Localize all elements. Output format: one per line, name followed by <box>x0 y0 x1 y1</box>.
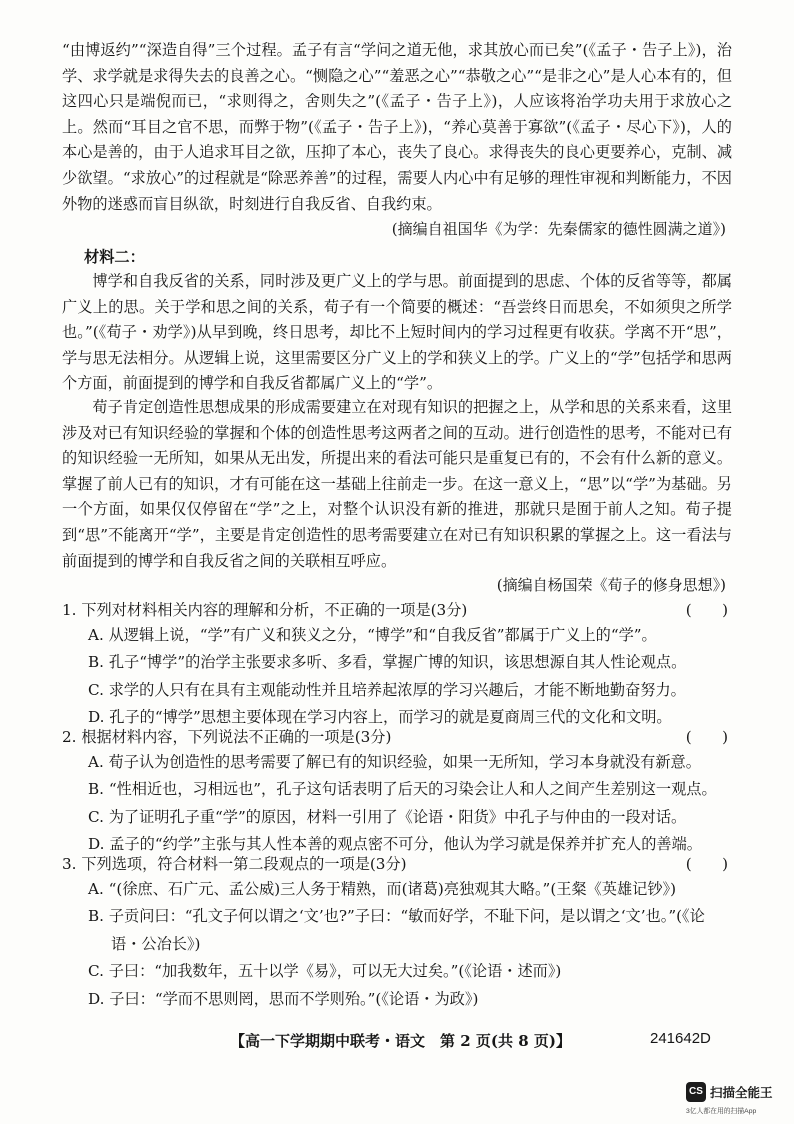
question-1-stem: 1. 下列对材料相关内容的理解和分析，不正确的一项是(3分) <box>62 601 468 619</box>
question-1-option-c: C. 求学的人只有在具有主观能动性并且培养起浓厚的学习兴趣后，才能不断地勤奋努力。 <box>88 680 686 699</box>
question-2-option-b: B. “性相近也，习相远也”，孔子这句话表明了后天的习染会让人和人之间产生差别这一观点。 <box>88 780 717 799</box>
material1-source: (摘编自祖国华《为学：先秦儒家的德性圆满之道》) <box>391 220 726 238</box>
question-3-option-b: B. 子贡问曰：“孔文子何以谓之‘文’也?”子曰：“敏而好学，不耻下问，是以谓之‘文’也。”(《论语・公冶长》) <box>88 907 705 953</box>
question-3-option-a: A. “(徐庶、石广元、孟公威)三人务于精熟，而(诸葛)亮独观其大略。”(王粲《英雄记钞》) <box>88 880 677 898</box>
camscanner-logo-icon: CS <box>686 1082 706 1102</box>
paper-code: 241642D <box>650 1030 711 1047</box>
question-1-option-b: B. 孔子“博学”的治学主张要求多听、多看，掌握广博的知识，该思想源自其人性论观点。 <box>88 653 687 672</box>
question-1-option-a: A. 从逻辑上说，“学”有广义和狭义之分，“博学”和“自我反省”都属于广义上的“学”。 <box>88 626 657 644</box>
question-3-answer-blank: ( ) <box>685 855 728 873</box>
question-3-option-d: D. 子曰：“学而不思则罔，思而不学则殆。”(《论语・为政》) <box>88 989 479 1008</box>
material1-tail-paragraph: “由博返约”“深造自得”三个过程。孟子有言“学问之道无他，求其放心而已矣”(《孟子・告子上》)，治学、求学就是求得失去的良善之心。“恻隐之心”“羞恶之心”“恭敬之心”“是非之心”是人心本有的，但这四心只是端倪而已，“求则得之，舍则失之”(《孟子・告子上》)，人应该将治学功夫用于求放心之上。然而“耳目之官不思，而弊于物”(《孟子・告子上》)，“养心莫善于寡欲”(《孟子・尽心下》)，人的本心是善的，由于人追求耳目之欲，压抑了本心，丧失了良心。求得丧失的良心更要养心，克制、减少欲望。“求放心”的过程就是“除恶养善”的过程，需要人内心中有足够的理性审视和判断能力，不因外物的迷惑而盲目纵欲，时刻进行自我反省、自我约束。 <box>62 41 732 213</box>
scanner-watermark <box>686 1080 786 1116</box>
material2-paragraph-1: 博学和自我反省的关系，同时涉及更广义上的学与思。前面提到的思虑、个体的反省等等，都属广义上的思。关于学和思之间的关系，荀子有一个简要的概述：“吾尝终日而思矣，不如须臾之所学也。”(《荀子・劝学》)从早到晚，终日思考，却比不上短时间内的学习过程更有收获。学离不开“思”，学与思无法相分。从逻辑上说，这里需要区分广义上的学和狭义上的学。广义上的“学”包括学和思两个方面，前面提到的博学和自我反省都属广义上的“学”。 <box>62 272 732 393</box>
page-footer: 【高一下学期期中联考・语文 第 2 页(共 8 页)】 <box>230 1032 571 1050</box>
question-2-option-c: C. 为了证明孔子重“学”的原因，材料一引用了《论语・阳货》中孔子与仲由的一段对话。 <box>88 807 687 826</box>
question-1-option-d: D. 孔子的“博学”思想主要体现在学习内容上，而学习的就是夏商周三代的文化和文明。 <box>88 707 672 726</box>
scanner-tagline: 3亿人都在用的扫描App <box>686 1108 757 1115</box>
question-3-option-c: C. 子曰：“加我数年，五十以学《易》，可以无大过矣。”(《论语・述而》) <box>88 962 562 981</box>
material2-source: (摘编自杨国荣《荀子的修身思想》) <box>496 576 726 594</box>
question-3 <box>62 852 734 1013</box>
question-2 <box>62 725 734 858</box>
question-2-answer-blank: ( ) <box>685 728 728 746</box>
question-2-option-d: D. 孟子的“约学”主张与其人性本善的观点密不可分，他认为学习就是保养并扩充人的善端。 <box>88 834 702 853</box>
question-2-option-a: A. 荀子认为创造性的思考需要了解已有的知识经验，如果一无所知，学习本身就没有新意。 <box>88 753 701 771</box>
question-1 <box>62 598 734 731</box>
material2-paragraph-2: 荀子肯定创造性思想成果的形成需要建立在对现有知识的把握之上，从学和思的关系来看，这里涉及对已有知识经验的掌握和个体的创造性思考这两者之间的互动。进行创造性的思考，不能对已有的知识经验一无所知，如果从无出发，所提出来的看法可能只是重复已有的，不会有什么新的意义。掌握了前人已有的知识，才有可能在这一基础上往前走一步。在这一意义上，“思”以“学”为基础。另一个方面，如果仅仅停留在“学”之上，对整个认识没有新的推进，那就只是囿于前人之知。荀子提到“思”不能离开“学”，主要是肯定创造性的思考需要建立在对已有知识积累的掌握之上。这一看法与前面提到的博学和自我反省之间的关联相互呼应。 <box>62 398 732 570</box>
question-1-answer-blank: ( ) <box>685 601 728 619</box>
material2-heading: 材料二： <box>84 248 145 266</box>
scanner-app-name: 扫描全能王 <box>710 1086 773 1100</box>
question-3-stem: 3. 下列选项，符合材料一第二段观点的一项是(3分) <box>62 855 407 873</box>
question-2-stem: 2. 根据材料内容，下列说法不正确的一项是(3分) <box>62 728 392 746</box>
